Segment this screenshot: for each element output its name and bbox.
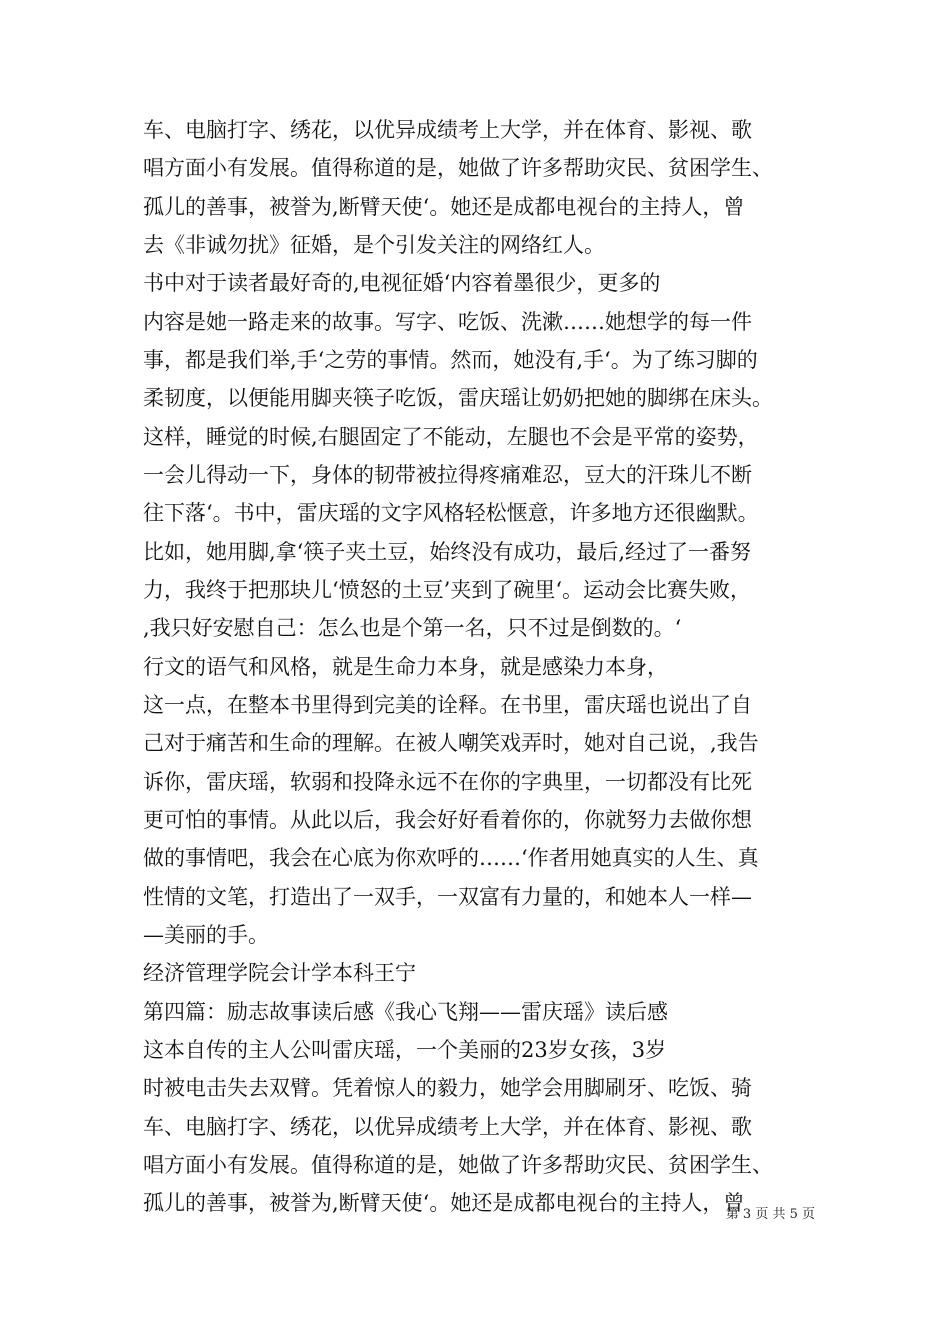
text-line: 性情的文笔，打造出了一双手，一双富有力量的，和她本人一样— bbox=[143, 885, 752, 909]
text-line: 比如，她用脚,拿‘筷子夹土豆，始终没有成功，最后,经过了一番努 bbox=[143, 540, 752, 564]
text-line: 往下落‘。书中，雷庆瑶的文字风格轻松惬意，许多地方还很幽默。 bbox=[143, 501, 759, 525]
text-line: 经济管理学院会计学本科王宁 bbox=[143, 961, 416, 985]
text-line: 这样，睡觉的时候,右腿固定了不能动，左腿也不会是平常的姿势， bbox=[143, 425, 759, 449]
text-line: 唱方面小有发展。值得称道的是，她做了许多帮助灾民、贫困学生、 bbox=[143, 1153, 773, 1177]
text-line: 一会儿得动一下，身体的韧带被拉得疼痛难忍，豆大的汗珠儿不断 bbox=[143, 463, 752, 487]
text-line: 行文的语气和风格，就是生命力本身，就是感染力本身， bbox=[143, 655, 668, 679]
text-line: 柔韧度，以便能用脚夹筷子吃饭，雷庆瑶让奶奶把她的脚绑在床头。 bbox=[143, 386, 773, 410]
page-footer: 第 3 页 共 5 页 bbox=[725, 1207, 815, 1222]
text-line: 书中对于读者最好奇的,电视征婚‘内容着墨很少，更多的 bbox=[143, 271, 661, 295]
text-line: 孤儿的善事，被誉为,断臂天使‘。她还是成都电视台的主持人，曾 bbox=[143, 1191, 745, 1215]
text-line: 内容是她一路走来的故事。写字、吃饭、洗漱……她想学的每一件 bbox=[143, 310, 752, 334]
text-line: 车、电脑打字、绣花，以优异成绩考上大学，并在体育、影视、歌 bbox=[143, 118, 752, 142]
text-line: 这一点，在整本书里得到完美的诠释。在书里，雷庆瑶也说出了自 bbox=[143, 693, 752, 717]
text-line: 诉你，雷庆瑶，软弱和投降永远不在你的字典里，一切都没有比死 bbox=[143, 770, 752, 794]
text-line: 第四篇：励志故事读后感《我心飞翔——雷庆瑶》读后感 bbox=[143, 1000, 668, 1024]
text-line: 己对于痛苦和生命的理解。在被人嘲笑戏弄时，她对自己说，,我告 bbox=[143, 731, 759, 755]
text-line: 这本自传的主人公叫雷庆瑶，一个美丽的23岁女孩，3岁 bbox=[143, 1038, 667, 1062]
text-line: 更可怕的事情。从此以后，我会好好看着你的，你就努力去做你想 bbox=[143, 808, 752, 832]
text-line: 事，都是我们举,手‘之劳的事情。然而，她没有,手‘。为了练习脚的 bbox=[143, 348, 758, 372]
text-line: 力，我终于把那块儿‘愤怒的土豆’夹到了碗里‘。运动会比赛失败， bbox=[143, 578, 752, 602]
text-line: 做的事情吧，我会在心底为你欢呼的……‘作者用她真实的人生、真 bbox=[143, 846, 759, 870]
text-line: 唱方面小有发展。值得称道的是，她做了许多帮助灾民、贫困学生、 bbox=[143, 156, 773, 180]
text-line: ,我只好安慰自己：怎么也是个第一名，只不过是倒数的。‘ bbox=[143, 616, 682, 640]
text-line: 时被电击失去双臂。凭着惊人的毅力，她学会用脚刷牙、吃饭、骑 bbox=[143, 1076, 752, 1100]
text-line: 孤儿的善事，被誉为,断臂天使‘。她还是成都电视台的主持人，曾 bbox=[143, 195, 745, 219]
text-line: 去《非诚勿扰》征婚，是个引发关注的网络红人。 bbox=[143, 233, 605, 257]
text-line: —美丽的手。 bbox=[143, 923, 269, 947]
text-line: 车、电脑打字、绣花，以优异成绩考上大学，并在体育、影视、歌 bbox=[143, 1115, 752, 1139]
